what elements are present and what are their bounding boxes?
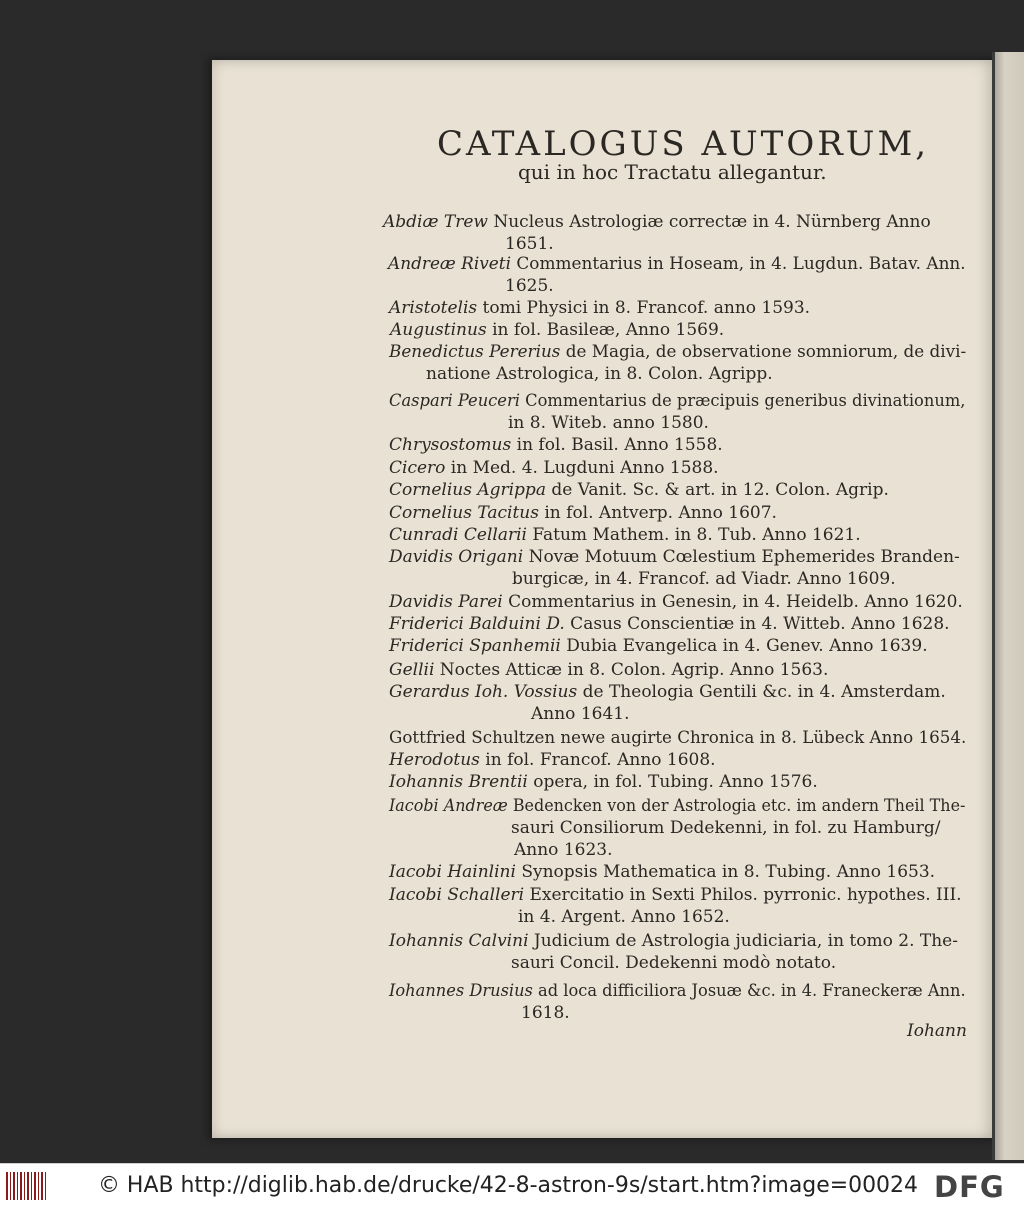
entry-text: de Theologia Gentili &c. in 4. Amsterdam. [577, 682, 946, 702]
entry-text: Anno 1623. [514, 840, 613, 860]
author-name: Abdiæ Trew [383, 212, 488, 232]
author-name: Gerardus Ioh. Vossius [389, 682, 578, 702]
entry-text: burgicæ, in 4. Francof. ad Viadr. Anno 1609. [512, 569, 896, 589]
catalog-line [389, 547, 960, 567]
catalog-line [389, 862, 935, 882]
entry-text: Synopsis Mathematica in 8. Tubing. Anno 1653. [515, 862, 936, 882]
entry-text: Fatum Mathem. in 8. Tub. Anno 1621. [526, 525, 861, 545]
author-name: Herodotus [389, 750, 480, 770]
author-name: Iohannis Calvini [389, 931, 529, 951]
entry-text: tomi Physici in 8. Francof. anno 1593. [477, 298, 811, 318]
author-name: Andreæ Riveti [388, 254, 511, 274]
catalog-line [531, 704, 629, 724]
author-name: Iacobi Andreæ [389, 796, 508, 816]
entry-text: Commentarius de præcipuis generibus divinationum, [519, 391, 966, 411]
author-name: Davidis Origani [389, 547, 524, 567]
catalog-line [389, 728, 966, 748]
catalog-line [389, 772, 818, 792]
entry-text: Gottfried Schultzen newe augirte Chronica in 8. Lübeck Anno 1654. [389, 728, 967, 748]
catalog-line [505, 234, 554, 254]
catalog-line [389, 480, 889, 500]
catalog-line [389, 503, 777, 523]
entry-text: Anno 1641. [531, 704, 630, 724]
author-name: Aristotelis [389, 298, 478, 318]
catalog-line [389, 796, 965, 816]
author-name: Cicero [389, 458, 446, 478]
catalog-line [389, 298, 810, 318]
catalog-line [389, 750, 716, 770]
author-name: Augustinus [390, 320, 487, 340]
catalog-line [389, 931, 958, 951]
entry-text: Noctes Atticæ in 8. Colon. Agrip. Anno 1563. [434, 660, 829, 680]
catalog-line [514, 840, 612, 860]
entry-text: de Vanit. Sc. & art. in 12. Colon. Agrip. [545, 480, 889, 500]
catalog-line [426, 364, 773, 384]
author-name: Chrysostomus [389, 435, 512, 455]
library-barcode-icon [6, 1172, 46, 1200]
author-name: Benedictus Pererius [389, 342, 561, 362]
entry-text: in 8. Witeb. anno 1580. [508, 413, 709, 433]
catalog-line [505, 276, 554, 296]
catalog-line [389, 682, 946, 702]
entry-text: in 4. Argent. Anno 1652. [518, 907, 730, 927]
author-name: Gellii [389, 660, 435, 680]
entry-text: in Med. 4. Lugduni Anno 1588. [445, 458, 719, 478]
catalog-line [518, 907, 730, 927]
author-name: Davidis Parei [389, 592, 503, 612]
entry-text: in fol. Francof. Anno 1608. [479, 750, 716, 770]
catalog-line [389, 981, 966, 1001]
author-name: Iacobi Schalleri [389, 885, 525, 905]
catalog-line [511, 818, 941, 838]
catalog-line [388, 254, 966, 274]
next-page-edge [992, 52, 1024, 1160]
catalog-line [389, 885, 962, 905]
catalog-line [389, 614, 950, 634]
catalog-line [389, 660, 828, 680]
catalog-line [389, 592, 963, 612]
entry-text: Commentarius in Hoseam, in 4. Lugdun. Batav. Ann. [510, 254, 966, 274]
catalog-line [389, 636, 928, 656]
entry-text: Casus Conscientiæ in 4. Witteb. Anno 1628. [564, 614, 950, 634]
entry-text: 1651. [505, 234, 554, 254]
author-name: Cornelius Agrippa [389, 480, 546, 500]
catalog-line [383, 212, 931, 232]
page-title: CATALOGUS AUTORUM, [437, 124, 930, 164]
catchword: Iohann [907, 1021, 967, 1041]
footer-bar [0, 1163, 1024, 1208]
author-name: Caspari Peuceri [389, 391, 520, 411]
catalog-line [389, 342, 966, 362]
page-subtitle: qui in hoc Tractatu allegantur. [518, 160, 827, 184]
entry-text: in fol. Basil. Anno 1558. [511, 435, 723, 455]
entry-text: opera, in fol. Tubing. Anno 1576. [527, 772, 818, 792]
entry-text: 1618. [521, 1003, 570, 1023]
entry-text: natione Astrologica, in 8. Colon. Agripp. [426, 364, 773, 384]
entry-text: Exercitatio in Sexti Philos. pyrronic. hypothes. III. [524, 885, 962, 905]
entry-text: Judicium de Astrologia judiciaria, in tomo 2. The- [528, 931, 958, 951]
catalog-line [389, 435, 723, 455]
author-name: Cornelius Tacitus [389, 503, 539, 523]
catalog-line [389, 458, 719, 478]
catalog-line [389, 525, 861, 545]
entry-text: Novæ Motuum Cœlestium Ephemerides Branden- [523, 547, 960, 567]
author-name: Iohannes Drusius [389, 981, 533, 1001]
author-name: Friderici Spanhemii [389, 636, 561, 656]
entry-text: Commentarius in Genesin, in 4. Heidelb. Anno 1620. [502, 592, 963, 612]
entry-text: in fol. Basileæ, Anno 1569. [486, 320, 725, 340]
author-name: Iohannis Brentii [389, 772, 528, 792]
catalog-line [389, 391, 965, 411]
entry-text: sauri Concil. Dedekenni modò notato. [511, 953, 837, 973]
entry-text: sauri Consiliorum Dedekenni, in fol. zu Hamburg/ [511, 818, 941, 838]
catalog-line [511, 953, 836, 973]
entry-text: in fol. Antverp. Anno 1607. [538, 503, 777, 523]
author-name: Cunradi Cellarii [389, 525, 527, 545]
source-url[interactable]: © HAB http://diglib.hab.de/drucke/42-8-astron-9s/start.htm?image=00024 [98, 1173, 918, 1198]
entry-text: Dubia Evangelica in 4. Genev. Anno 1639. [560, 636, 928, 656]
entry-text: Nucleus Astrologiæ correctæ in 4. Nürnberg Anno [487, 212, 931, 232]
catalog-line [508, 413, 709, 433]
catalog-line [390, 320, 724, 340]
author-name: Friderici Balduini D. [389, 614, 565, 634]
entry-text: de Magia, de observatione somniorum, de divi- [560, 342, 967, 362]
catalog-line [512, 569, 896, 589]
author-name: Iacobi Hainlini [389, 862, 516, 882]
catalog-line [521, 1003, 570, 1023]
entry-text: Bedencken von der Astrologia etc. im andern Theil The- [507, 796, 966, 816]
entry-text: ad loca difficiliora Josuæ &c. in 4. Franeckeræ Ann. [532, 981, 966, 1001]
dfg-logo: DFG [934, 1170, 1005, 1204]
entry-text: 1625. [505, 276, 554, 296]
